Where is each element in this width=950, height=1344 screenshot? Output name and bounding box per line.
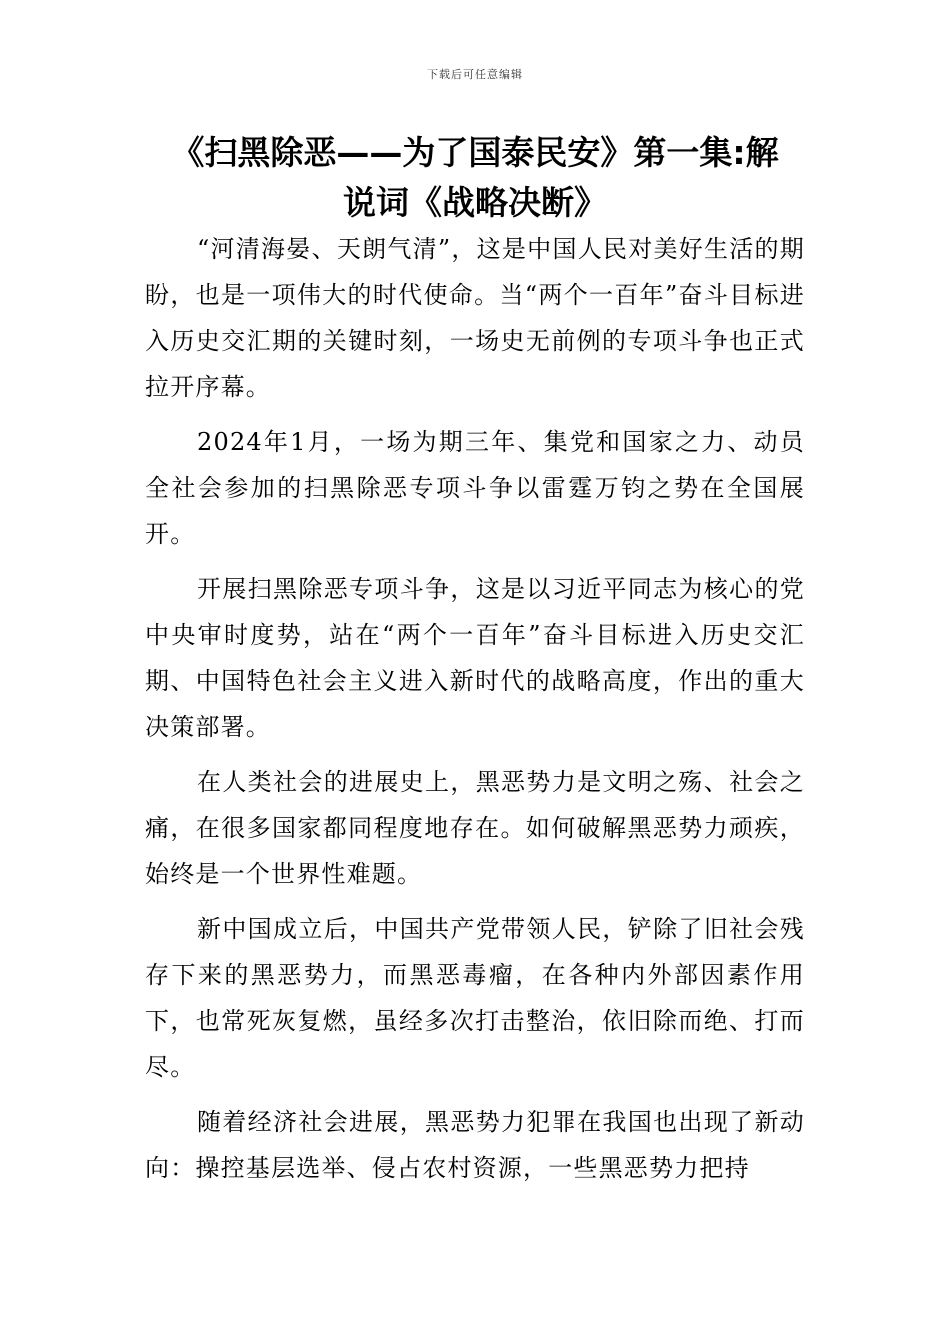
header-note: 下载后可任意编辑 (427, 68, 523, 81)
document-body (145, 226, 805, 1200)
title-line-2: 说词《战略决断》 (343, 183, 607, 222)
title-line-1: 《扫黑除恶——为了国泰民安》第一集:解 (171, 133, 779, 172)
paragraph-1: “河清海晏、天朗气清”，这是中国人民对美好生活的期盼，也是一项伟大的时代使命。当“两个一百年”奋斗目标进入历史交汇期的关键时刻，一场史无前例的专项斗争也正式拉开序幕。 (145, 235, 805, 401)
paragraph-2: 2024年1月，一场为期三年、集党和国家之力、动员全社会参加的扫黑除恶专项斗争以雷霆万钧之势在全国展开。 (145, 428, 805, 548)
document-title (145, 128, 805, 228)
paragraph-5: 新中国成立后，中国共产党带领人民，铲除了旧社会残存下来的黑恶势力，而黑恶毒瘤，在各种内外部因素作用下，也常死灰复燃，虽经多次打击整治，依旧除而绝、打而尽。 (145, 915, 805, 1081)
paragraph-4: 在人类社会的进展史上，黑恶势力是文明之殇、社会之痛，在很多国家都同程度地存在。如何破解黑恶势力顽疾，始终是一个世界性难题。 (145, 768, 805, 888)
paragraph-6: 随着经济社会进展，黑恶势力犯罪在我国也出现了新动向：操控基层选举、侵占农村资源，一些黑恶势力把持 (145, 1108, 805, 1182)
paragraph-3: 开展扫黑除恶专项斗争，这是以习近平同志为核心的党中央审时度势，站在“两个一百年”奋斗目标进入历史交汇期、中国特色社会主义进入新时代的战略高度，作出的重大决策部署。 (145, 575, 805, 741)
